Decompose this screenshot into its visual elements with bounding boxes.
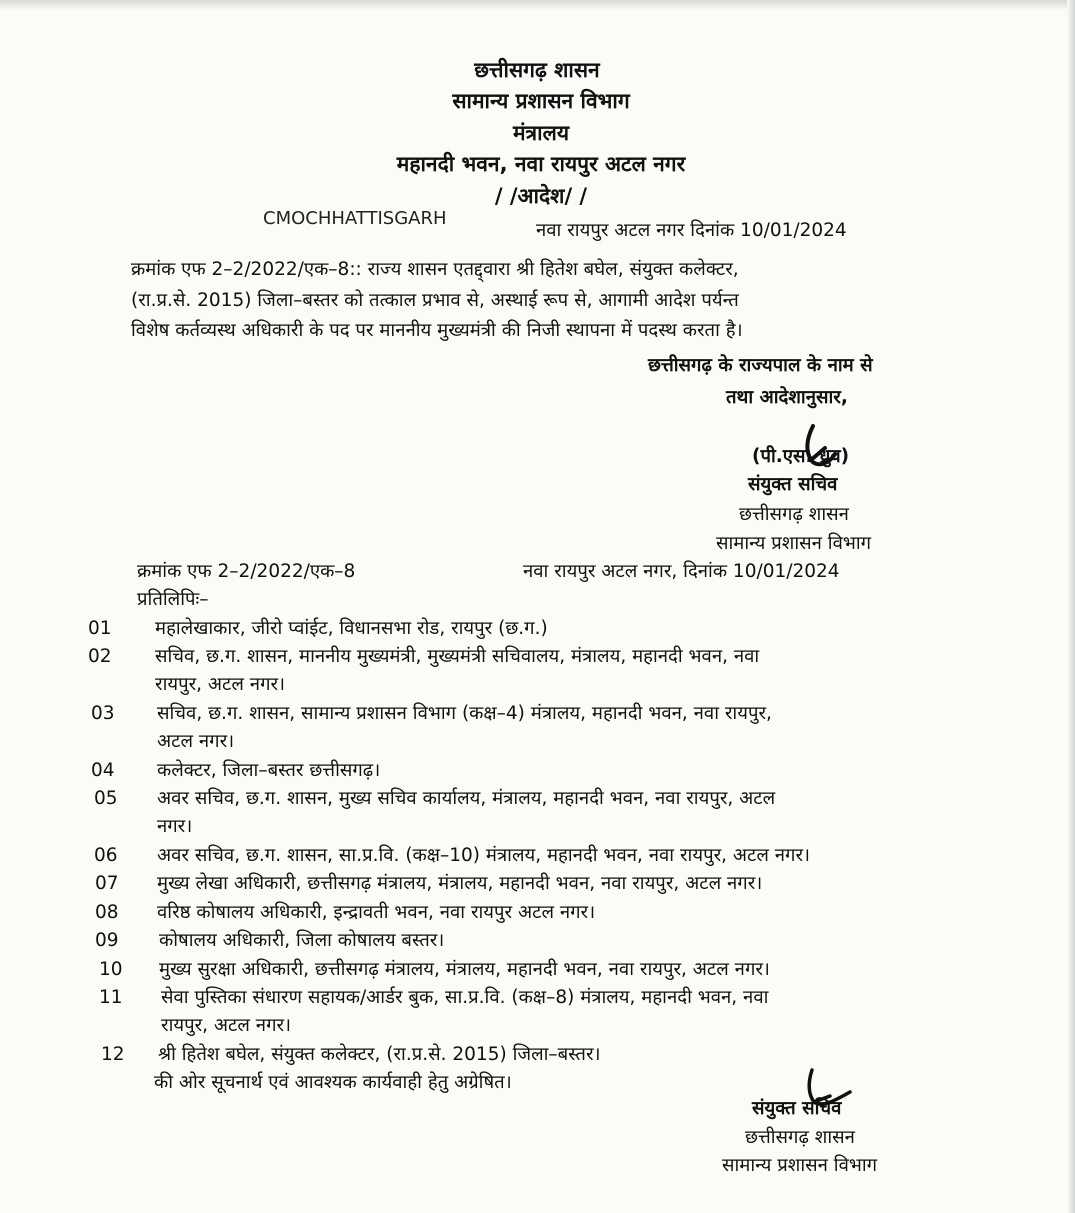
copy-item-text: सचिव, छ.ग. शासन, सामान्य प्रशासन विभाग (कक्ष–4) मंत्रालय, महानदी भवन, नवा रायपुर, bbox=[157, 703, 772, 724]
order-body-line-1: क्रमांक एफ 2–2/2022/एक–8:: राज्य शासन एतद्द्वारा श्री हितेश बघेल, संयुक्त कलेक्टर, bbox=[131, 259, 739, 280]
copy-item-text: महालेखाकार, जीरो प्वांईट, विधानसभा रोड, रायपुर (छ.ग.) bbox=[155, 618, 548, 639]
copy-item-text-cont: रायपुर, अटल नगर। bbox=[155, 674, 286, 695]
signatory-1-designation: संयुक्त सचिव bbox=[748, 474, 838, 495]
copy-item-text: मुख्य लेखा अधिकारी, छत्तीसगढ़ मंत्रालय, मंत्रालय, महानदी भवन, नवा रायपुर, अटल नगर। bbox=[157, 873, 763, 894]
copy-item-number: 05 bbox=[94, 788, 118, 809]
signatory-2-dept: सामान्य प्रशासन विभाग bbox=[722, 1155, 878, 1176]
copy-closing: की ओर सूचनार्थ एवं आवश्यक कार्यवाही हेतु अग्रेषित। bbox=[154, 1072, 512, 1093]
copy-item-text-cont: नगर। bbox=[157, 816, 193, 837]
copy-item-number: 02 bbox=[88, 646, 112, 667]
order-date: नवा रायपुर अटल नगर दिनांक 10/01/2024 bbox=[536, 220, 847, 241]
copy-item-text: सेवा पुस्तिका संधारण सहायक/आर्डर बुक, सा.प्र.वि. (कक्ष–8) मंत्रालय, महानदी भवन, नवा bbox=[161, 987, 769, 1008]
copy-item-number: 07 bbox=[95, 873, 119, 894]
copy-item-number: 10 bbox=[99, 959, 123, 980]
copy-item-text: अवर सचिव, छ.ग. शासन, मुख्य सचिव कार्यालय, मंत्रालय, महानदी भवन, नवा रायपुर, अटल bbox=[157, 788, 776, 809]
paper-edge-right bbox=[1067, 0, 1075, 1213]
signatory-1-name: (पी.एस. ध्रुव) bbox=[752, 446, 850, 467]
copy-item-number: 11 bbox=[99, 987, 123, 1008]
copy-item-number: 01 bbox=[88, 618, 112, 639]
authority-line-1: छत्तीसगढ़ के राज्यपाल के नाम से bbox=[648, 355, 873, 376]
copy-date: नवा रायपुर अटल नगर, दिनांक 10/01/2024 bbox=[523, 561, 840, 582]
copy-item-text: वरिष्ठ कोषालय अधिकारी, इन्द्रावती भवन, नवा रायपुर अटल नगर। bbox=[157, 902, 596, 923]
copy-ref: क्रमांक एफ 2–2/2022/एक–8 bbox=[137, 561, 356, 582]
copy-item-number: 04 bbox=[91, 760, 115, 781]
order-body-line-2: (रा.प्र.से. 2015) जिला–बस्तर को तत्काल प्रभाव से, अस्थाई रूप से, आगामी आदेश पर्यन्त bbox=[131, 290, 739, 311]
copy-item-text: कलेक्टर, जिला–बस्तर छत्तीसगढ़। bbox=[157, 760, 381, 781]
header-ministry: मंत्रालय bbox=[512, 121, 570, 145]
header-address: महानदी भवन, नवा रायपुर अटल नगर bbox=[396, 152, 686, 176]
copy-item-text-cont: अटल नगर। bbox=[157, 731, 235, 752]
signatory-2-org: छत्तीसगढ़ शासन bbox=[745, 1127, 855, 1148]
signatory-2-designation: संयुक्त सचिव bbox=[752, 1098, 842, 1119]
copy-item-text: सचिव, छ.ग. शासन, माननीय मुख्यमंत्री, मुख्यमंत्री सचिवालय, मंत्रालय, महानदी भवन, नवा bbox=[155, 646, 760, 667]
signatory-1-org: छत्तीसगढ़ शासन bbox=[739, 504, 849, 525]
authority-line-2: तथा आदेशानुसार, bbox=[726, 387, 848, 408]
copy-item-text: कोषालय अधिकारी, जिला कोषालय बस्तर। bbox=[159, 930, 445, 951]
header-government: छत्तीसगढ़ शासन bbox=[474, 58, 600, 82]
header-department: सामान्य प्रशासन विभाग bbox=[452, 89, 630, 113]
copy-item-text-cont: रायपुर, अटल नगर। bbox=[161, 1015, 292, 1036]
copy-item-number: 03 bbox=[91, 703, 115, 724]
signatory-1-dept: सामान्य प्रशासन विभाग bbox=[716, 533, 872, 554]
copy-item-number: 06 bbox=[94, 845, 118, 866]
copy-item-text: अवर सचिव, छ.ग. शासन, सा.प्र.वि. (कक्ष–10) मंत्रालय, महानदी भवन, नवा रायपुर, अटल नगर। bbox=[157, 845, 811, 866]
copy-item-text: श्री हितेश बघेल, संयुक्त कलेक्टर, (रा.प्र.से. 2015) जिला–बस्तर। bbox=[158, 1044, 601, 1065]
copy-item-text: मुख्य सुरक्षा अधिकारी, छत्तीसगढ़ मंत्रालय, मंत्रालय, महानदी भवन, नवा रायपुर, अटल नगर। bbox=[159, 959, 770, 980]
copy-item-number: 12 bbox=[101, 1044, 125, 1065]
copy-item-number: 09 bbox=[95, 930, 119, 951]
order-body-line-3: विशेष कर्तव्यस्थ अधिकारी के पद पर माननीय मुख्यमंत्री की निजी स्थापना में पदस्थ करता है। bbox=[131, 320, 743, 341]
copy-item-number: 08 bbox=[95, 902, 119, 923]
copy-label: प्रतिलिपिः– bbox=[137, 589, 209, 610]
watermark: CMOCHHATTISGARH bbox=[263, 208, 447, 229]
paper-edge bbox=[0, 0, 1075, 10]
order-title: / /आदेश/ / bbox=[494, 184, 588, 208]
